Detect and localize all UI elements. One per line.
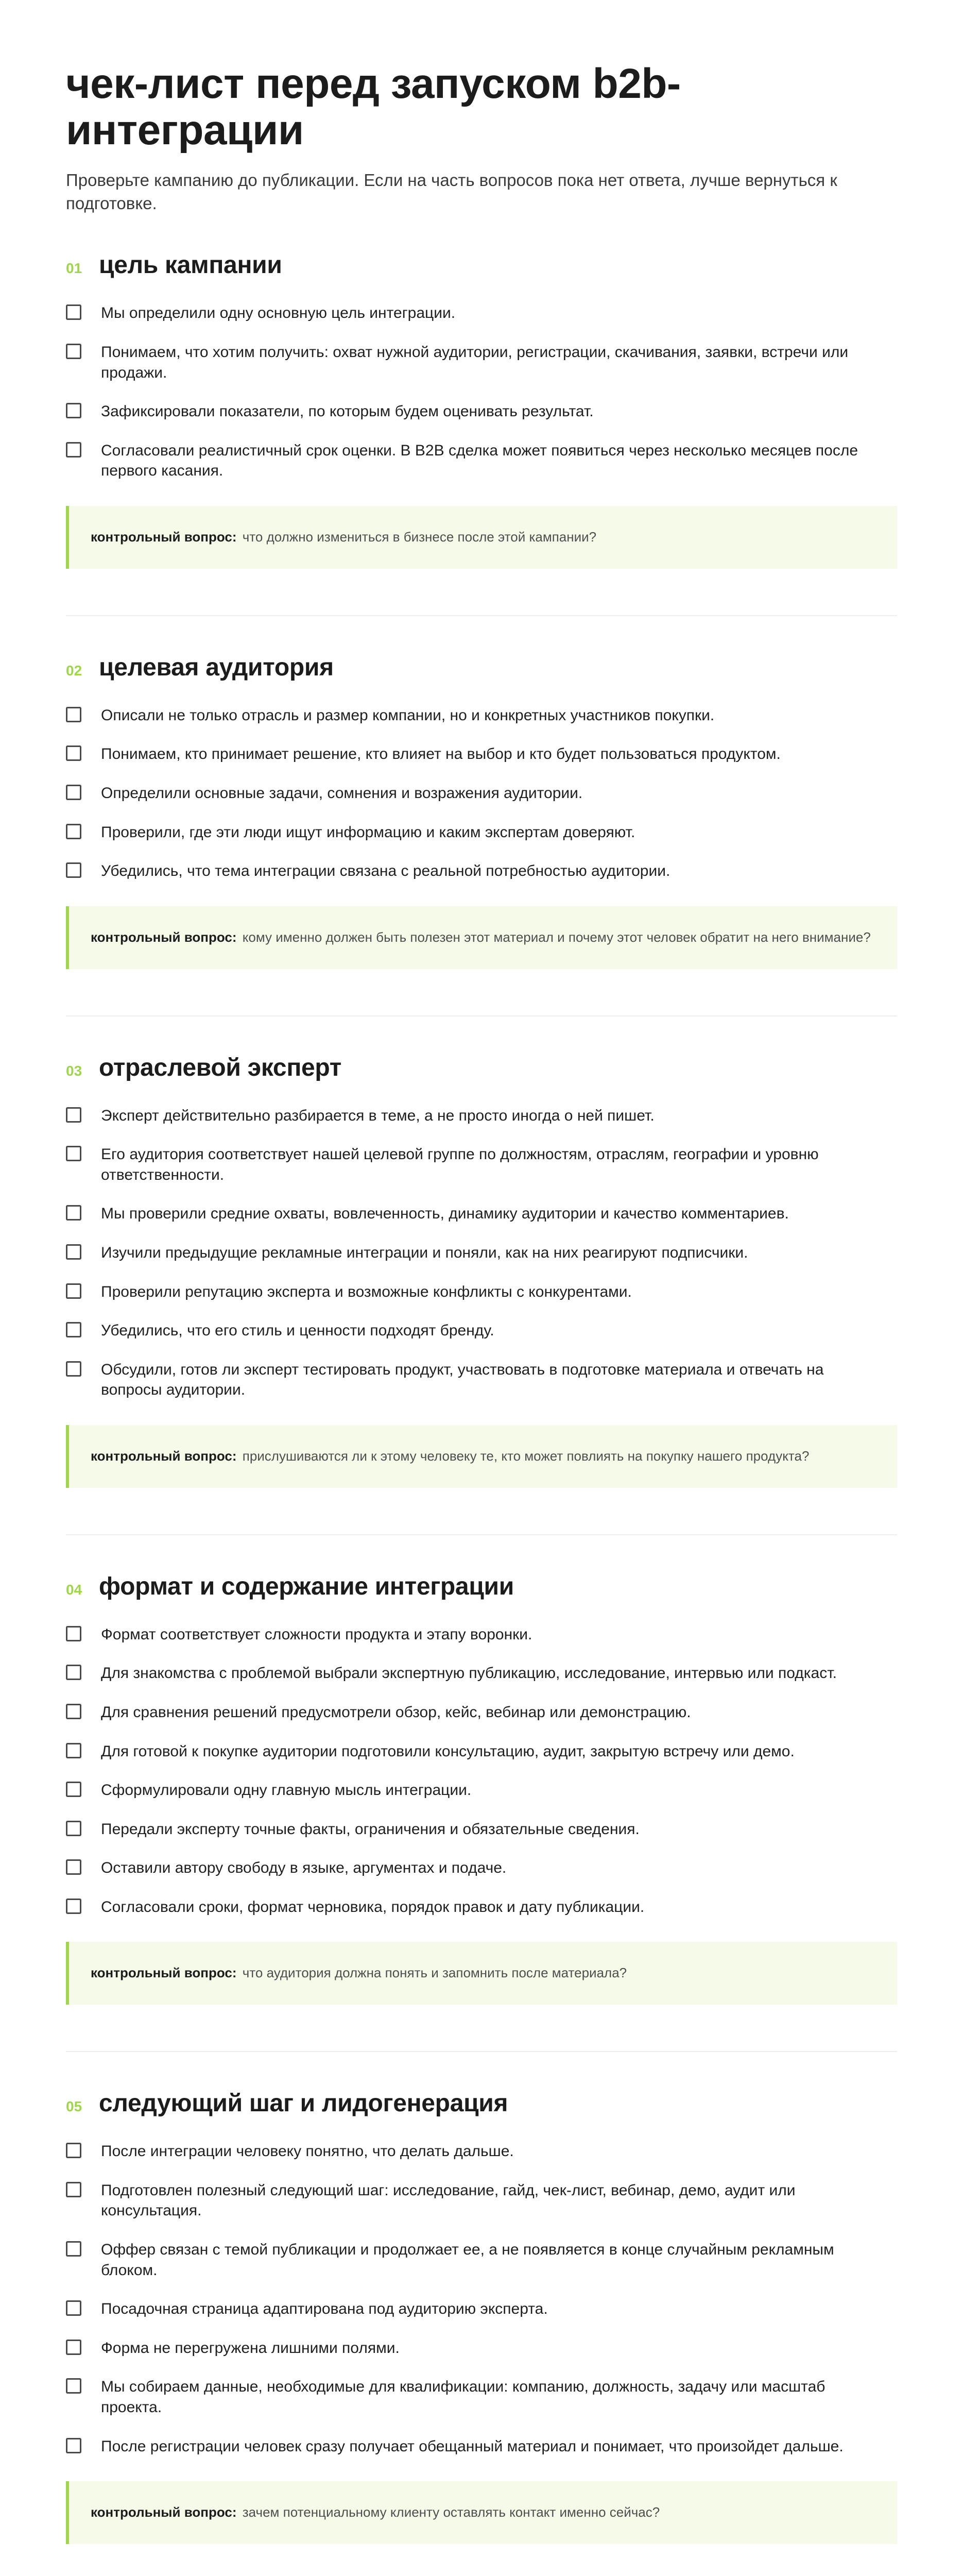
section-number: 02 (66, 662, 82, 679)
checklist-item (66, 744, 897, 765)
checklist-item (66, 2377, 897, 2417)
checklist-item (66, 2180, 897, 2221)
checklist-item-text: Оффер связан с темой публикации и продолжает ее, а не появляется в конце случайным рекламным блоком. (101, 2241, 834, 2279)
checklist-item (66, 1624, 897, 1645)
checklist-item (66, 342, 897, 383)
page-subtitle: Проверьте кампанию до публикации. Если на часть вопросов пока нет ответа, лучше вернуться к подготовке. (66, 171, 837, 213)
checklist-items (66, 705, 897, 882)
checkbox[interactable] (66, 2143, 81, 2158)
checklist-item-text: Убедились, что тема интеграции связана с реальной потребностью аудитории. (101, 862, 670, 880)
checklist-item-text: Оставили автору свободу в языке, аргументах и подаче. (101, 1859, 507, 1877)
section-header (66, 1054, 897, 1082)
checklist-items (66, 303, 897, 481)
control-question-box (66, 506, 897, 569)
section-title: следующий шаг и лидогенерация (99, 2090, 508, 2117)
checkbox[interactable] (66, 1859, 81, 1875)
control-question-text: что должно измениться в бизнесе после этой кампании? (242, 529, 597, 545)
checklist-items (66, 1624, 897, 1918)
checklist-item (66, 1144, 897, 1185)
checklist-item-text: Передали эксперту точные факты, ограничения и обязательные сведения. (101, 1820, 640, 1838)
control-question-box (66, 1942, 897, 2005)
checklist-section (66, 2051, 897, 2544)
checkbox[interactable] (66, 1146, 81, 1161)
checklist-item (66, 401, 897, 422)
section-number: 01 (66, 260, 82, 277)
checklist-item-text: Описали не только отрасль и размер компании, но и конкретных участников покупки. (101, 706, 715, 724)
checklist-item-text: Подготовлен полезный следующий шаг: исследование, гайд, чек-лист, вебинар, демо, аудит или консультация. (101, 2181, 796, 2219)
checklist-item-text: После интеграции человеку понятно, что делать дальше. (101, 2143, 514, 2160)
checklist-item (66, 705, 897, 726)
control-question-text: что аудитория должна понять и запомнить после материала? (242, 1965, 627, 1981)
checklist-item (66, 1780, 897, 1801)
checkbox[interactable] (66, 2182, 81, 2197)
checkbox[interactable] (66, 344, 81, 359)
checklist-item-text: Изучили предыдущие рекламные интеграции и поняли, как на них реагируют подписчики. (101, 1244, 748, 1261)
checklist-item (66, 2436, 897, 2457)
checklist-item (66, 1243, 897, 1263)
checklist-section (66, 1015, 897, 1488)
checklist-item (66, 1858, 897, 1878)
checklist-item (66, 1663, 897, 1684)
checklist-items (66, 1106, 897, 1400)
checklist-item (66, 2141, 897, 2162)
checkbox[interactable] (66, 1107, 81, 1123)
checklist-item-text: Убедились, что его стиль и ценности подходят бренду. (101, 1322, 494, 1340)
checklist-item-text: Для готовой к покупке аудитории подготовили консультацию, аудит, закрытую встречу или демо. (101, 1742, 795, 1760)
checklist-item (66, 303, 897, 324)
checklist-item (66, 2338, 897, 2359)
checklist-item-text: Сформулировали одну главную мысль интеграции. (101, 1782, 472, 1799)
checklist-section (66, 251, 897, 568)
checkbox[interactable] (66, 745, 81, 761)
checkbox[interactable] (66, 862, 81, 878)
checkbox[interactable] (66, 2241, 81, 2257)
section-title: формат и содержание интеграции (99, 1572, 514, 1600)
checkbox[interactable] (66, 1704, 81, 1719)
control-question-label: контрольный вопрос: (91, 1965, 237, 1981)
checklist-section (66, 1534, 897, 2005)
control-question-text: зачем потенциальному клиенту оставлять контакт именно сейчас? (242, 2504, 660, 2520)
section-number: 05 (66, 2098, 82, 2115)
control-question-box (66, 906, 897, 969)
control-question-box (66, 2481, 897, 2544)
control-question-text: кому именно должен быть полезен этот материал и почему этот человек обратит на него внимание? (242, 929, 871, 945)
checklist-item (66, 1204, 897, 1224)
checklist-item-text: Проверили репутацию эксперта и возможные конфликты с конкурентами. (101, 1283, 632, 1300)
checklist-item-text: Посадочная страница адаптирована под аудиторию эксперта. (101, 2300, 548, 2318)
checkbox[interactable] (66, 785, 81, 800)
checklist-item (66, 440, 897, 481)
checkbox[interactable] (66, 1626, 81, 1641)
checkbox[interactable] (66, 1665, 81, 1680)
page-title: чек-лист перед запуском b2b-интеграции (66, 60, 681, 154)
checklist-item (66, 1320, 897, 1341)
checklist-item-text: Зафиксировали показатели, по которым будем оценивать результат. (101, 403, 594, 420)
checklist-item-text: Согласовали реалистичный срок оценки. В B2B сделка может появиться через несколько месяцев после первого касания. (101, 442, 858, 480)
checkbox[interactable] (66, 2438, 81, 2453)
control-question-text: прислушиваются ли к этому человеку те, кто может повлиять на покупку нашего продукта? (242, 1448, 810, 1464)
checklist-item-text: Мы проверили средние охваты, вовлеченность, динамику аудитории и качество комментариев. (101, 1205, 789, 1223)
section-header (66, 2089, 897, 2117)
checkbox[interactable] (66, 1899, 81, 1914)
checklist-item-text: Формат соответствует сложности продукта и этапу воронки. (101, 1625, 532, 1643)
control-question-box (66, 1425, 897, 1488)
checklist-item-text: Понимаем, кто принимает решение, кто влияет на выбор и кто будет пользоваться продуктом. (101, 745, 781, 763)
checklist-item-text: Мы собираем данные, необходимые для квалификации: компанию, должность, задачу или масштаб проекта. (101, 2378, 826, 2416)
checklist-item-text: Проверили, где эти люди ищут информацию и каким экспертам доверяют. (101, 823, 635, 841)
checklist-item-text: Для знакомства с проблемой выбрали экспертную публикацию, исследование, интервью или подкаст. (101, 1665, 837, 1682)
control-question-label: контрольный вопрос: (91, 2504, 237, 2520)
checklist-item (66, 2299, 897, 2319)
checklist-item (66, 1819, 897, 1840)
checkbox[interactable] (66, 442, 81, 457)
checkbox[interactable] (66, 824, 81, 839)
checkbox[interactable] (66, 1782, 81, 1797)
section-title: цель кампании (99, 251, 282, 279)
control-question-label: контрольный вопрос: (91, 1448, 237, 1464)
checklist-item-text: Для сравнения решений предусмотрели обзор, кейс, вебинар или демонстрацию. (101, 1703, 691, 1721)
checklist-item-text: Определили основные задачи, сомнения и возражения аудитории. (101, 785, 583, 802)
sections-container (66, 251, 897, 2576)
checklist-item (66, 861, 897, 882)
checklist-item (66, 1741, 897, 1762)
section-title: целевая аудитория (99, 653, 334, 681)
checkbox[interactable] (66, 2378, 81, 2394)
checklist-item-text: Обсудили, готов ли эксперт тестировать продукт, участвовать в подготовке материала и отвечать на вопросы аудитории. (101, 1361, 824, 1399)
checklist-item-text: После регистрации человек сразу получает обещанный материал и понимает, что произойдет дальше. (101, 2437, 844, 2455)
checklist-item-text: Форма не перегружена лишними полями. (101, 2339, 400, 2357)
checklist-item-text: Мы определили одну основную цель интеграции. (101, 304, 456, 322)
checklist-item-text: Понимаем, что хотим получить: охват нужной аудитории, регистрации, скачивания, заявки, встречи или продажи. (101, 344, 849, 381)
checkbox[interactable] (66, 1743, 81, 1758)
section-number: 04 (66, 1581, 82, 1598)
checklist-items (66, 2141, 897, 2456)
checkbox[interactable] (66, 1322, 81, 1337)
checklist-item (66, 783, 897, 804)
checkbox[interactable] (66, 1205, 81, 1221)
checklist-item (66, 1360, 897, 1400)
checkbox[interactable] (66, 1361, 81, 1377)
section-number: 03 (66, 1062, 82, 1079)
checklist-item-text: Согласовали сроки, формат черновика, порядок правок и дату публикации. (101, 1898, 645, 1916)
checkbox[interactable] (66, 403, 81, 418)
checkbox[interactable] (66, 1821, 81, 1836)
section-title: отраслевой эксперт (99, 1054, 342, 1081)
checklist-section (66, 615, 897, 969)
checkbox[interactable] (66, 2300, 81, 2316)
section-header (66, 251, 897, 279)
section-header (66, 1572, 897, 1601)
checklist-item-text: Его аудитория соответствует нашей целевой группе по должностям, отраслям, географии и уровню ответственности. (101, 1146, 819, 1183)
checklist-item-text: Эксперт действительно разбирается в теме, а не просто иногда о ней пишет. (101, 1107, 655, 1124)
control-question-label: контрольный вопрос: (91, 529, 237, 545)
checkbox[interactable] (66, 707, 81, 722)
checklist-item (66, 2240, 897, 2280)
checklist-item (66, 1897, 897, 1918)
checklist-item (66, 1702, 897, 1723)
checkbox[interactable] (66, 2340, 81, 2355)
checkbox[interactable] (66, 1283, 81, 1299)
section-header (66, 653, 897, 682)
control-question-label: контрольный вопрос: (91, 929, 237, 945)
checkbox[interactable] (66, 1244, 81, 1260)
checklist-item (66, 1282, 897, 1302)
checklist-item (66, 822, 897, 843)
checkbox[interactable] (66, 304, 81, 320)
checklist-item (66, 1106, 897, 1126)
